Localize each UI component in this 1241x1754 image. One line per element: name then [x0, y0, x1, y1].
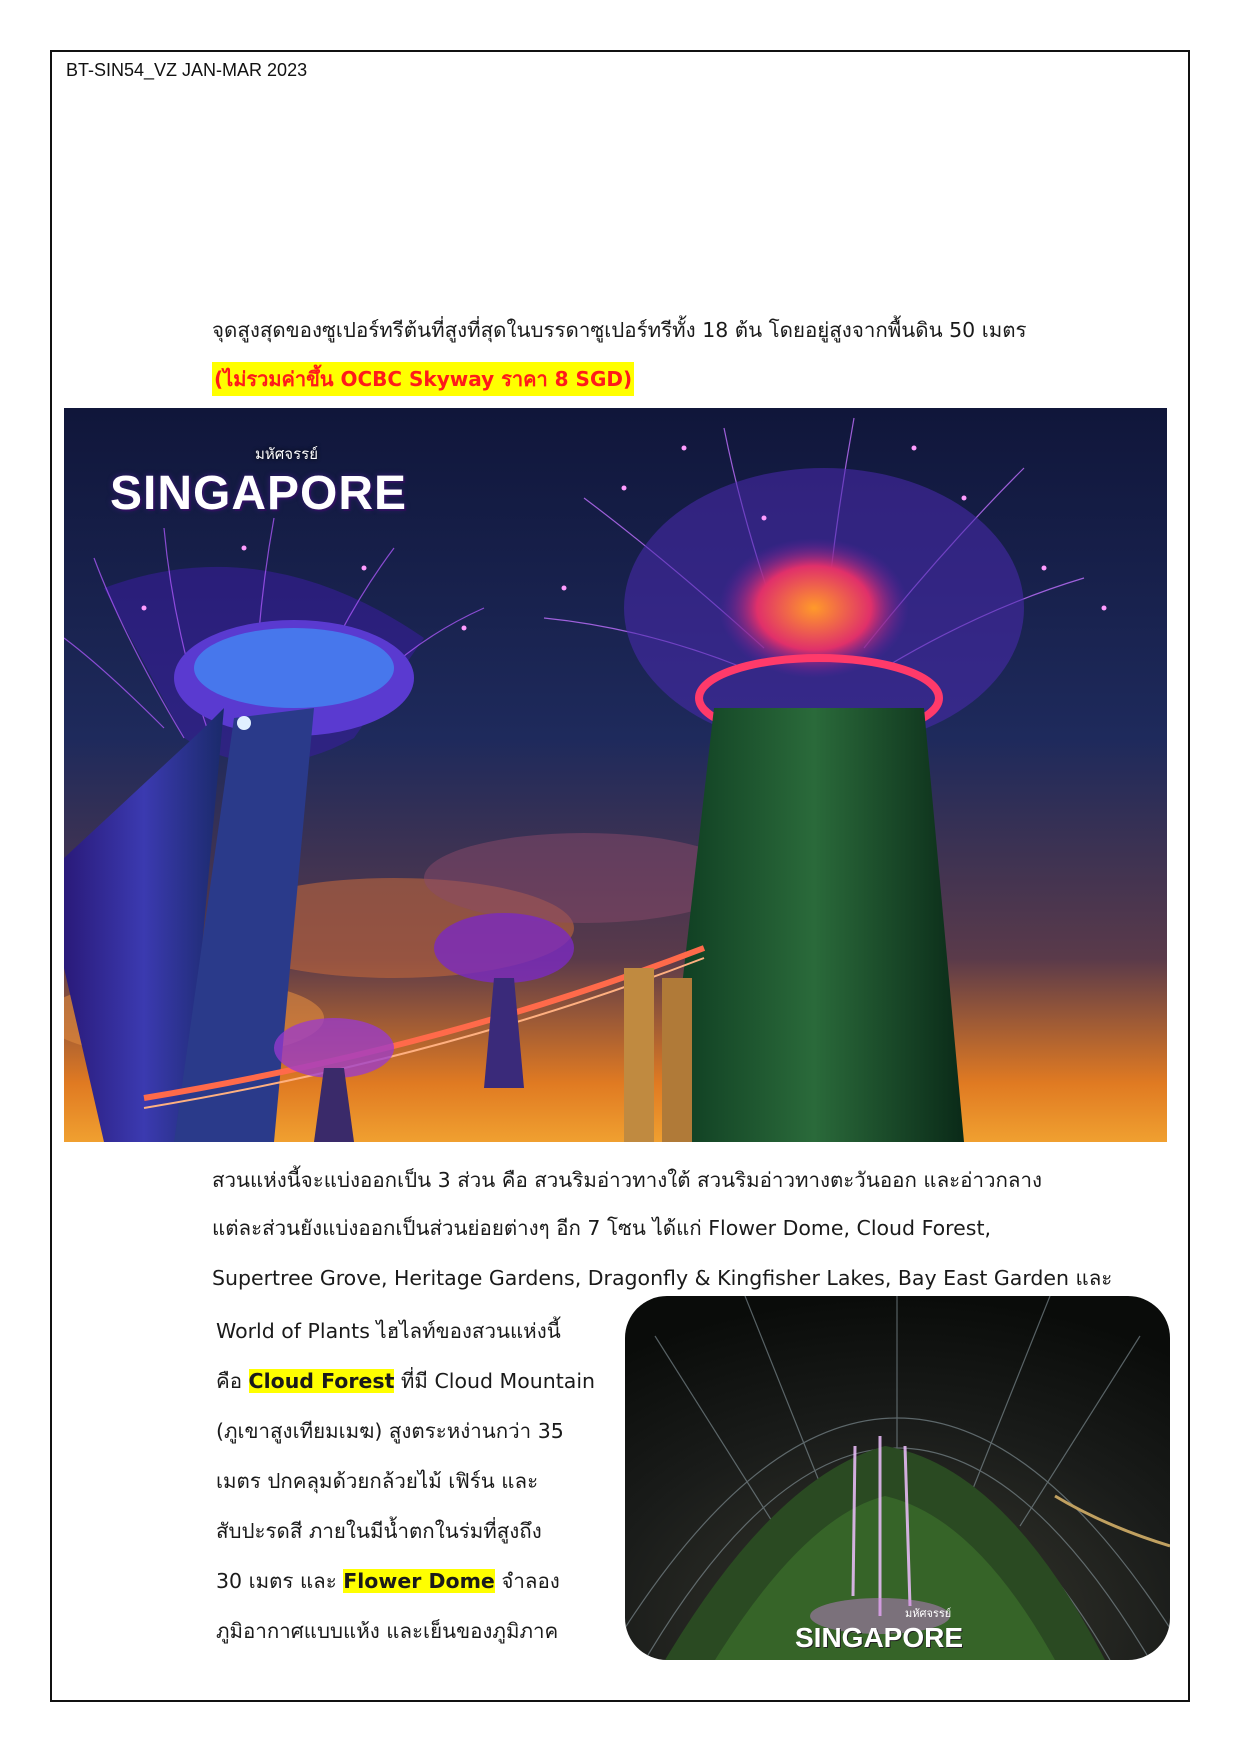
dome-brand-subtitle: มหัศจรรย์	[905, 1607, 952, 1620]
hero-brand-title: SINGAPORE	[110, 467, 408, 520]
cloud-forest-photo	[625, 1296, 1170, 1660]
hero-brand-logo	[110, 442, 407, 521]
text-span: จำลอง	[494, 1569, 560, 1593]
column-line: World of Plants ไฮไลท์ของสวนแห่งนี้	[216, 1319, 561, 1343]
tour-code: BT-SIN54_VZ JAN-MAR 2023	[66, 60, 308, 80]
text-span: คือ	[216, 1369, 249, 1393]
body-line-3: Supertree Grove, Heritage Gardens, Dragonfly & Kingfisher Lakes, Bay East Garden และ	[212, 1266, 1113, 1290]
column-line: (ภูเขาสูงเทียมเมฆ) สูงตระหง่านกว่า 35	[216, 1419, 564, 1443]
body-line-2: แต่ละส่วนยังแบ่งออกเป็นส่วนย่อยต่างๆ อีก 7 โซน ได้แก่ Flower Dome, Cloud Forest,	[212, 1216, 992, 1240]
dome-brand-logo	[795, 1604, 963, 1654]
column-line: สับปะรดสี ภายในมีน้ำตกในร่มที่สูงถึง	[216, 1519, 542, 1543]
dome-brand-title: SINGAPORE	[795, 1622, 964, 1653]
column-line: ภูมิอากาศแบบแห้ง และเย็นของภูมิภาค	[216, 1619, 559, 1643]
price-note: (ไม่รวมค่าขึ้น OCBC Skyway ราคา 8 SGD)	[212, 362, 634, 396]
text-span: 30 เมตร และ	[216, 1569, 344, 1593]
column-line	[216, 1356, 608, 1406]
text-span: ที่มี Cloud Mountain	[394, 1369, 596, 1393]
highlight-flower-dome: Flower Dome	[343, 1569, 495, 1593]
highlight-cloud-forest: Cloud Forest	[248, 1369, 395, 1393]
hero-brand-subtitle: มหัศจรรย์	[255, 445, 318, 463]
column-line: เมตร ปกคลุมด้วยกล้วยไม้ เฟิร์น และ	[216, 1469, 539, 1493]
column-line	[216, 1556, 608, 1606]
intro-text: จุดสูงสุดของซูเปอร์ทรีต้นที่สูงที่สุดในบรรดาซูเปอร์ทรีทั้ง 18 ต้น โดยอยู่สูงจากพื้นดิน 50 เมตร	[212, 318, 1027, 342]
body-line-1: สวนแห่งนี้จะแบ่งออกเป็น 3 ส่วน คือ สวนริมอ่าวทางใต้ สวนริมอ่าวทางตะวันออก และอ่าวกลาง	[212, 1168, 1042, 1192]
text-column	[216, 1306, 608, 1656]
